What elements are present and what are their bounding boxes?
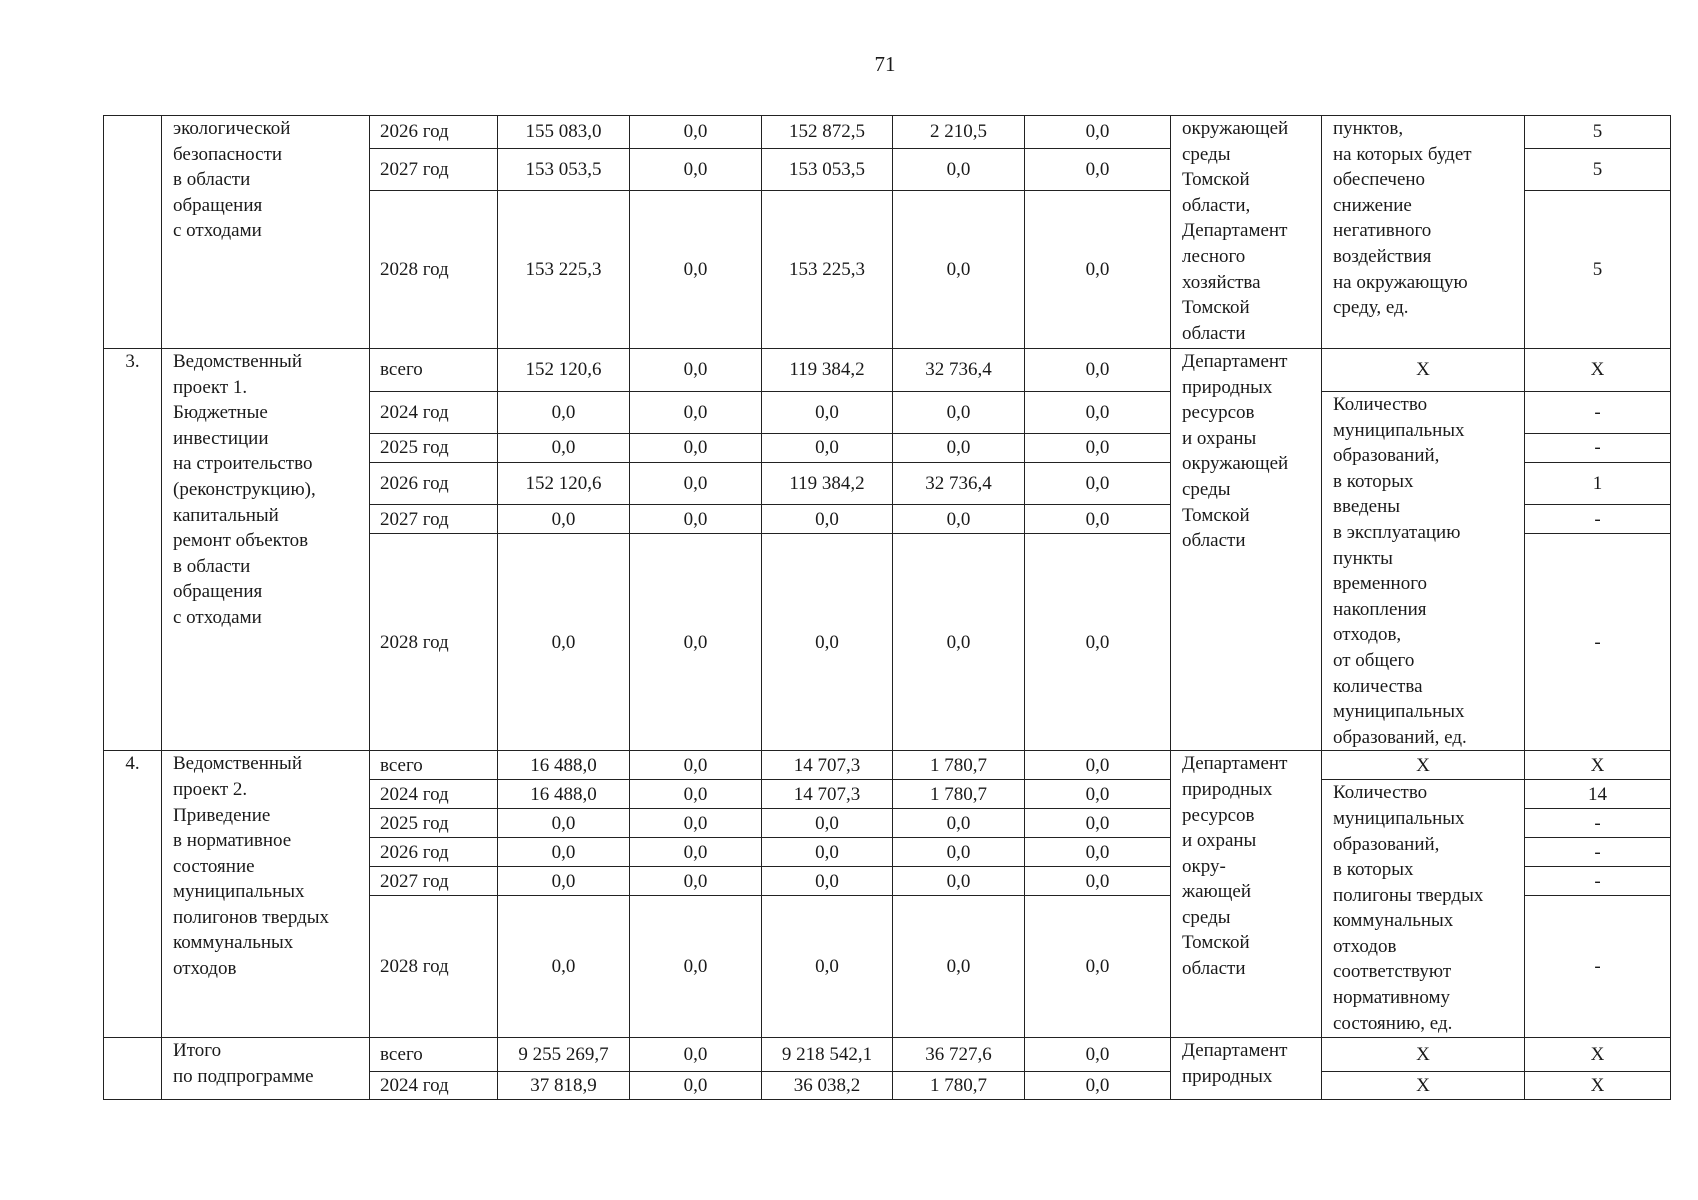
total-cell: 153 225,3 bbox=[498, 191, 630, 349]
year-cell: 2028 год bbox=[370, 191, 498, 349]
measure-name: Ведомственный проект 1. Бюджетные инвестиции на строительство (реконструкцию), капитальный ремонт объектов в области обращения с отходами bbox=[162, 349, 370, 751]
year-cell: 2028 год bbox=[370, 896, 498, 1038]
local-cell: 32 736,4 bbox=[893, 463, 1025, 505]
total-cell: 152 120,6 bbox=[498, 463, 630, 505]
local-cell: 1 780,7 bbox=[893, 780, 1025, 809]
federal-cell: 0,0 bbox=[630, 149, 762, 191]
local-cell: 0,0 bbox=[893, 392, 1025, 434]
executor-cell: Департамент природных ресурсов и охраны окружающей среды Томской области bbox=[1171, 349, 1322, 751]
total-cell: 9 255 269,7 bbox=[498, 1038, 630, 1072]
indicator-value: - bbox=[1525, 392, 1671, 434]
local-cell: 0,0 bbox=[893, 434, 1025, 463]
total-cell: 0,0 bbox=[498, 838, 630, 867]
local-cell: 1 780,7 bbox=[893, 1072, 1025, 1100]
regional-cell: 0,0 bbox=[762, 392, 893, 434]
local-cell: 0,0 bbox=[893, 534, 1025, 751]
measure-name: Ведомственный проект 2. Приведение в нормативное состояние муниципальных полигонов твердых коммунальных отходов bbox=[162, 751, 370, 1038]
indicator-value: - bbox=[1525, 838, 1671, 867]
indicator-value: - bbox=[1525, 534, 1671, 751]
indicator-value: 5 bbox=[1525, 149, 1671, 191]
other-cell: 0,0 bbox=[1025, 463, 1171, 505]
regional-cell: 152 872,5 bbox=[762, 116, 893, 149]
total-cell: 0,0 bbox=[498, 505, 630, 534]
federal-cell: 0,0 bbox=[630, 751, 762, 780]
regional-cell: 0,0 bbox=[762, 434, 893, 463]
total-cell: 0,0 bbox=[498, 534, 630, 751]
federal-cell: 0,0 bbox=[630, 867, 762, 896]
federal-cell: 0,0 bbox=[630, 534, 762, 751]
total-cell: 16 488,0 bbox=[498, 780, 630, 809]
year-cell: 2024 год bbox=[370, 392, 498, 434]
executor-cell: Департамент природных ресурсов и охраны окру- жающей среды Томской области bbox=[1171, 751, 1322, 1038]
other-cell: 0,0 bbox=[1025, 349, 1171, 392]
regional-cell: 0,0 bbox=[762, 534, 893, 751]
table-row bbox=[104, 1038, 1671, 1072]
local-cell: 2 210,5 bbox=[893, 116, 1025, 149]
federal-cell: 0,0 bbox=[630, 349, 762, 392]
federal-cell: 0,0 bbox=[630, 809, 762, 838]
indicator-name: Х bbox=[1322, 349, 1525, 392]
other-cell: 0,0 bbox=[1025, 1072, 1171, 1100]
indicator-value: Х bbox=[1525, 1038, 1671, 1072]
federal-cell: 0,0 bbox=[630, 116, 762, 149]
other-cell: 0,0 bbox=[1025, 896, 1171, 1038]
indicator-value: - bbox=[1525, 867, 1671, 896]
indicator-value: 1 bbox=[1525, 463, 1671, 505]
regional-cell: 0,0 bbox=[762, 896, 893, 1038]
regional-cell: 14 707,3 bbox=[762, 780, 893, 809]
year-cell: 2027 год bbox=[370, 867, 498, 896]
regional-cell: 9 218 542,1 bbox=[762, 1038, 893, 1072]
executor-cell: Департамент природных bbox=[1171, 1038, 1322, 1100]
regional-cell: 0,0 bbox=[762, 867, 893, 896]
regional-cell: 36 038,2 bbox=[762, 1072, 893, 1100]
federal-cell: 0,0 bbox=[630, 1038, 762, 1072]
local-cell: 32 736,4 bbox=[893, 349, 1025, 392]
other-cell: 0,0 bbox=[1025, 838, 1171, 867]
indicator-name: Количество муниципальных образований, в которых полигоны твердых коммунальных отходов соответствуют нормативному состоянию, ед. bbox=[1322, 780, 1525, 1038]
year-cell: 2028 год bbox=[370, 534, 498, 751]
federal-cell: 0,0 bbox=[630, 392, 762, 434]
measure-name: экологической безопасности в области обращения с отходами bbox=[162, 116, 370, 349]
regional-cell: 153 053,5 bbox=[762, 149, 893, 191]
regional-cell: 0,0 bbox=[762, 505, 893, 534]
regional-cell: 0,0 bbox=[762, 809, 893, 838]
year-cell: 2024 год bbox=[370, 1072, 498, 1100]
subprogram-finance-table bbox=[103, 115, 1671, 1100]
local-cell: 1 780,7 bbox=[893, 751, 1025, 780]
indicator-value: - bbox=[1525, 809, 1671, 838]
regional-cell: 153 225,3 bbox=[762, 191, 893, 349]
year-cell: 2025 год bbox=[370, 809, 498, 838]
year-cell: 2026 год bbox=[370, 463, 498, 505]
total-cell: 0,0 bbox=[498, 809, 630, 838]
total-cell: 0,0 bbox=[498, 392, 630, 434]
year-cell: всего bbox=[370, 349, 498, 392]
indicator-value: 5 bbox=[1525, 191, 1671, 349]
total-cell: 37 818,9 bbox=[498, 1072, 630, 1100]
total-cell: 152 120,6 bbox=[498, 349, 630, 392]
local-cell: 0,0 bbox=[893, 505, 1025, 534]
total-cell: 16 488,0 bbox=[498, 751, 630, 780]
federal-cell: 0,0 bbox=[630, 838, 762, 867]
local-cell: 36 727,6 bbox=[893, 1038, 1025, 1072]
other-cell: 0,0 bbox=[1025, 191, 1171, 349]
table-row bbox=[104, 116, 1671, 149]
table-row bbox=[104, 349, 1671, 392]
local-cell: 0,0 bbox=[893, 809, 1025, 838]
year-cell: 2027 год bbox=[370, 505, 498, 534]
indicator-name: Х bbox=[1322, 1072, 1525, 1100]
other-cell: 0,0 bbox=[1025, 434, 1171, 463]
indicator-value: - bbox=[1525, 434, 1671, 463]
federal-cell: 0,0 bbox=[630, 434, 762, 463]
year-cell: 2024 год bbox=[370, 780, 498, 809]
indicator-name: пунктов, на которых будет обеспечено снижение негативного воздействия на окружающую среду, ед. bbox=[1322, 116, 1525, 349]
year-cell: 2025 год bbox=[370, 434, 498, 463]
indicator-name: Х bbox=[1322, 751, 1525, 780]
indicator-value: Х bbox=[1525, 349, 1671, 392]
page-number: 71 bbox=[874, 52, 896, 76]
other-cell: 0,0 bbox=[1025, 534, 1171, 751]
local-cell: 0,0 bbox=[893, 867, 1025, 896]
table-row bbox=[104, 751, 1671, 780]
row-number bbox=[104, 116, 162, 349]
indicator-name: Количество муниципальных образований, в которых введены в эксплуатацию пункты временного накопления отходов, от общего количества муниципальных образований, ед. bbox=[1322, 392, 1525, 751]
regional-cell: 119 384,2 bbox=[762, 463, 893, 505]
other-cell: 0,0 bbox=[1025, 751, 1171, 780]
other-cell: 0,0 bbox=[1025, 505, 1171, 534]
federal-cell: 0,0 bbox=[630, 1072, 762, 1100]
total-cell: 0,0 bbox=[498, 867, 630, 896]
federal-cell: 0,0 bbox=[630, 780, 762, 809]
other-cell: 0,0 bbox=[1025, 867, 1171, 896]
total-cell: 0,0 bbox=[498, 434, 630, 463]
local-cell: 0,0 bbox=[893, 149, 1025, 191]
row-number bbox=[104, 1038, 162, 1100]
regional-cell: 0,0 bbox=[762, 838, 893, 867]
indicator-value: - bbox=[1525, 896, 1671, 1038]
total-cell: 0,0 bbox=[498, 896, 630, 1038]
federal-cell: 0,0 bbox=[630, 896, 762, 1038]
indicator-name: Х bbox=[1322, 1038, 1525, 1072]
other-cell: 0,0 bbox=[1025, 149, 1171, 191]
other-cell: 0,0 bbox=[1025, 116, 1171, 149]
local-cell: 0,0 bbox=[893, 838, 1025, 867]
executor-cell: окружающей среды Томской области, Департамент лесного хозяйства Томской области bbox=[1171, 116, 1322, 349]
row-number: 3. bbox=[104, 349, 162, 751]
indicator-value: 5 bbox=[1525, 116, 1671, 149]
other-cell: 0,0 bbox=[1025, 1038, 1171, 1072]
year-cell: 2026 год bbox=[370, 838, 498, 867]
regional-cell: 14 707,3 bbox=[762, 751, 893, 780]
total-label: Итого по подпрограмме bbox=[162, 1038, 370, 1100]
total-cell: 153 053,5 bbox=[498, 149, 630, 191]
regional-cell: 119 384,2 bbox=[762, 349, 893, 392]
federal-cell: 0,0 bbox=[630, 463, 762, 505]
indicator-value: Х bbox=[1525, 751, 1671, 780]
indicator-value: Х bbox=[1525, 1072, 1671, 1100]
local-cell: 0,0 bbox=[893, 191, 1025, 349]
federal-cell: 0,0 bbox=[630, 505, 762, 534]
indicator-value: - bbox=[1525, 505, 1671, 534]
other-cell: 0,0 bbox=[1025, 780, 1171, 809]
total-cell: 155 083,0 bbox=[498, 116, 630, 149]
other-cell: 0,0 bbox=[1025, 809, 1171, 838]
row-number: 4. bbox=[104, 751, 162, 1038]
year-cell: 2027 год bbox=[370, 149, 498, 191]
year-cell: 2026 год bbox=[370, 116, 498, 149]
local-cell: 0,0 bbox=[893, 896, 1025, 1038]
year-cell: всего bbox=[370, 751, 498, 780]
federal-cell: 0,0 bbox=[630, 191, 762, 349]
indicator-value: 14 bbox=[1525, 780, 1671, 809]
year-cell: всего bbox=[370, 1038, 498, 1072]
other-cell: 0,0 bbox=[1025, 392, 1171, 434]
